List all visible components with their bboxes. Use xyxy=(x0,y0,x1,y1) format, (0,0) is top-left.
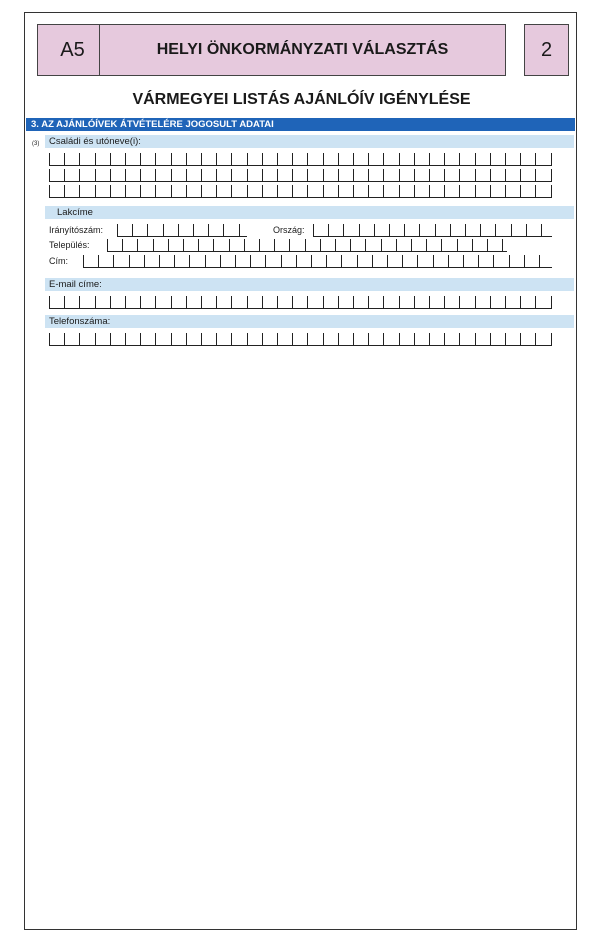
comb-tick xyxy=(475,169,476,181)
comb-tick xyxy=(262,169,263,181)
comb-tick xyxy=(186,153,187,165)
section-heading: 3. AZ AJÁNLÓÍVEK ÁTVÉTELÉRE JOGOSULT ADATAI xyxy=(26,118,575,131)
comb-tick xyxy=(49,185,50,197)
comb-tick xyxy=(520,296,521,308)
comb-tick xyxy=(480,224,481,236)
comb-tick xyxy=(551,333,552,345)
comb-tick xyxy=(475,333,476,345)
comb-tick xyxy=(520,185,521,197)
comb-tick xyxy=(490,185,491,197)
email-field[interactable] xyxy=(49,296,552,309)
comb-tick xyxy=(353,185,354,197)
comb-tick xyxy=(155,153,156,165)
comb-tick xyxy=(357,255,358,267)
comb-tick xyxy=(223,224,224,236)
comb-tick xyxy=(368,296,369,308)
comb-tick xyxy=(216,185,217,197)
comb-tick xyxy=(465,224,466,236)
comb-tick xyxy=(201,296,202,308)
comb-tick xyxy=(343,224,344,236)
comb-tick xyxy=(95,185,96,197)
comb-tick xyxy=(231,169,232,181)
comb-tick xyxy=(79,333,80,345)
comb-tick xyxy=(372,255,373,267)
comb-tick xyxy=(341,255,342,267)
comb-tick xyxy=(320,239,321,251)
comb-tick xyxy=(125,153,126,165)
comb-tick xyxy=(444,169,445,181)
comb-tick xyxy=(505,153,506,165)
comb-tick xyxy=(229,239,230,251)
comb-tick xyxy=(374,224,375,236)
comb-tick xyxy=(171,333,172,345)
comb-tick xyxy=(490,296,491,308)
comb-tick xyxy=(353,153,354,165)
comb-tick xyxy=(417,255,418,267)
comb-tick xyxy=(511,224,512,236)
comb-tick xyxy=(307,153,308,165)
comb-tick xyxy=(247,296,248,308)
comb-tick xyxy=(389,224,390,236)
comb-tick xyxy=(231,153,232,165)
comb-tick xyxy=(383,333,384,345)
comb-tick xyxy=(539,255,540,267)
comb-tick xyxy=(277,153,278,165)
name-row-3[interactable] xyxy=(49,185,552,198)
comb-tick xyxy=(159,255,160,267)
comb-tick xyxy=(338,169,339,181)
comb-tick xyxy=(307,185,308,197)
comb-tick xyxy=(79,169,80,181)
form-page xyxy=(24,12,577,930)
comb-tick xyxy=(95,169,96,181)
comb-tick xyxy=(399,185,400,197)
comb-tick xyxy=(338,153,339,165)
comb-tick xyxy=(419,224,420,236)
address-label-bar xyxy=(45,206,574,219)
comb-tick xyxy=(524,255,525,267)
comb-tick xyxy=(216,333,217,345)
comb-tick xyxy=(459,333,460,345)
comb-tick xyxy=(49,153,50,165)
comb-tick xyxy=(551,185,552,197)
phone-label: Telefonszáma: xyxy=(49,316,111,327)
comb-tick xyxy=(323,169,324,181)
street-field[interactable] xyxy=(83,255,552,268)
postcode-field[interactable] xyxy=(117,224,247,237)
comb-tick xyxy=(368,333,369,345)
comb-tick xyxy=(535,169,536,181)
comb-tick xyxy=(49,296,50,308)
comb-tick xyxy=(535,185,536,197)
comb-tick xyxy=(472,239,473,251)
comb-tick xyxy=(429,333,430,345)
comb-tick xyxy=(338,333,339,345)
comb-tick xyxy=(64,153,65,165)
comb-tick xyxy=(311,255,312,267)
comb-tick xyxy=(323,153,324,165)
comb-tick xyxy=(490,169,491,181)
comb-tick xyxy=(490,333,491,345)
comb-tick xyxy=(551,296,552,308)
comb-tick xyxy=(239,224,240,236)
country-label: Ország: xyxy=(273,225,305,235)
comb-tick xyxy=(231,296,232,308)
comb-tick xyxy=(201,169,202,181)
comb-tick xyxy=(551,169,552,181)
form-subtitle: VÁRMEGYEI LISTÁS AJÁNLÓÍV IGÉNYLÉSE xyxy=(132,91,471,108)
comb-tick xyxy=(414,169,415,181)
comb-tick xyxy=(110,185,111,197)
comb-tick xyxy=(129,255,130,267)
form-title: HELYI ÖNKORMÁNYZATI VÁLASZTÁS xyxy=(156,41,449,58)
comb-tick xyxy=(541,224,542,236)
comb-tick xyxy=(487,239,488,251)
comb-tick xyxy=(505,296,506,308)
comb-tick xyxy=(350,239,351,251)
page-number: 2 xyxy=(540,38,553,61)
comb-tick xyxy=(493,255,494,267)
comb-tick xyxy=(450,224,451,236)
comb-tick xyxy=(441,239,442,251)
name-label-bar xyxy=(45,135,574,148)
comb-tick xyxy=(399,169,400,181)
comb-tick xyxy=(262,153,263,165)
comb-tick xyxy=(396,239,397,251)
comb-tick xyxy=(326,255,327,267)
comb-tick xyxy=(429,169,430,181)
comb-tick xyxy=(448,255,449,267)
comb-tick xyxy=(383,185,384,197)
form-title-box xyxy=(99,24,506,76)
comb-tick xyxy=(292,169,293,181)
name-row-1[interactable] xyxy=(49,153,552,166)
comb-tick xyxy=(475,153,476,165)
comb-tick xyxy=(307,333,308,345)
comb-tick xyxy=(110,153,111,165)
comb-tick xyxy=(153,239,154,251)
comb-tick xyxy=(368,169,369,181)
comb-tick xyxy=(247,333,248,345)
comb-tick xyxy=(220,255,221,267)
comb-tick xyxy=(463,255,464,267)
comb-tick xyxy=(433,255,434,267)
comb-tick xyxy=(140,333,141,345)
comb-tick xyxy=(140,185,141,197)
comb-tick xyxy=(125,296,126,308)
comb-tick xyxy=(381,239,382,251)
name-label: Családi és utóneve(i): xyxy=(49,136,141,147)
comb-tick xyxy=(231,185,232,197)
comb-tick xyxy=(189,255,190,267)
comb-tick xyxy=(171,169,172,181)
comb-tick xyxy=(201,333,202,345)
comb-tick xyxy=(368,153,369,165)
comb-tick xyxy=(387,255,388,267)
comb-tick xyxy=(292,333,293,345)
comb-tick xyxy=(262,296,263,308)
comb-tick xyxy=(125,185,126,197)
comb-tick xyxy=(313,224,314,236)
comb-tick xyxy=(231,333,232,345)
comb-tick xyxy=(505,333,506,345)
comb-tick xyxy=(305,239,306,251)
comb-tick xyxy=(338,296,339,308)
comb-tick xyxy=(383,153,384,165)
comb-tick xyxy=(414,333,415,345)
comb-tick xyxy=(296,255,297,267)
comb-tick xyxy=(520,153,521,165)
comb-tick xyxy=(171,185,172,197)
comb-tick xyxy=(216,169,217,181)
comb-tick xyxy=(502,239,503,251)
comb-tick xyxy=(140,169,141,181)
comb-tick xyxy=(459,169,460,181)
comb-tick xyxy=(277,185,278,197)
street-label: Cím: xyxy=(49,256,68,266)
comb-tick xyxy=(411,239,412,251)
comb-tick xyxy=(132,224,133,236)
comb-tick xyxy=(83,255,84,267)
comb-tick xyxy=(475,296,476,308)
comb-tick xyxy=(414,153,415,165)
comb-tick xyxy=(178,224,179,236)
comb-tick xyxy=(505,169,506,181)
comb-tick xyxy=(250,255,251,267)
comb-tick xyxy=(79,296,80,308)
country-field[interactable] xyxy=(313,224,552,237)
page-number-box xyxy=(524,24,569,76)
comb-tick xyxy=(155,185,156,197)
comb-tick xyxy=(323,185,324,197)
comb-tick xyxy=(79,153,80,165)
comb-tick xyxy=(399,296,400,308)
comb-tick xyxy=(125,169,126,181)
comb-tick xyxy=(113,255,114,267)
comb-tick xyxy=(459,185,460,197)
settlement-field[interactable] xyxy=(107,239,507,252)
comb-tick xyxy=(125,333,126,345)
settlement-label: Település: xyxy=(49,240,90,250)
comb-tick xyxy=(353,333,354,345)
comb-tick xyxy=(535,333,536,345)
comb-tick xyxy=(216,296,217,308)
comb-tick xyxy=(186,185,187,197)
comb-tick xyxy=(335,239,336,251)
name-row-2[interactable] xyxy=(49,169,552,182)
comb-tick xyxy=(399,333,400,345)
email-label: E-mail címe: xyxy=(49,279,102,290)
comb-tick xyxy=(155,169,156,181)
phone-field[interactable] xyxy=(49,333,552,346)
comb-tick xyxy=(457,239,458,251)
comb-tick xyxy=(551,153,552,165)
comb-tick xyxy=(155,296,156,308)
comb-tick xyxy=(429,296,430,308)
comb-tick xyxy=(259,239,260,251)
comb-tick xyxy=(64,185,65,197)
comb-tick xyxy=(201,153,202,165)
comb-tick xyxy=(323,296,324,308)
comb-tick xyxy=(186,333,187,345)
comb-tick xyxy=(186,296,187,308)
comb-tick xyxy=(110,296,111,308)
comb-tick xyxy=(414,185,415,197)
comb-tick xyxy=(277,169,278,181)
comb-tick xyxy=(495,224,496,236)
comb-tick xyxy=(526,224,527,236)
comb-tick xyxy=(292,153,293,165)
comb-tick xyxy=(163,224,164,236)
comb-tick xyxy=(49,169,50,181)
comb-tick xyxy=(289,239,290,251)
comb-tick xyxy=(444,185,445,197)
comb-tick xyxy=(117,224,118,236)
comb-tick xyxy=(171,296,172,308)
comb-tick xyxy=(186,169,187,181)
form-code: A5 xyxy=(60,38,85,61)
comb-tick xyxy=(140,153,141,165)
comb-tick xyxy=(262,333,263,345)
comb-tick xyxy=(235,255,236,267)
comb-tick xyxy=(110,169,111,181)
comb-tick xyxy=(307,296,308,308)
comb-tick xyxy=(110,333,111,345)
comb-tick xyxy=(247,169,248,181)
comb-tick xyxy=(95,333,96,345)
comb-tick xyxy=(338,185,339,197)
comb-tick xyxy=(147,224,148,236)
comb-tick xyxy=(414,296,415,308)
comb-tick xyxy=(475,185,476,197)
postcode-label: Irányítószám: xyxy=(49,225,104,235)
form-code-box xyxy=(37,24,108,76)
comb-tick xyxy=(444,153,445,165)
comb-tick xyxy=(277,296,278,308)
comb-tick xyxy=(49,333,50,345)
comb-tick xyxy=(505,185,506,197)
comb-tick xyxy=(277,333,278,345)
comb-tick xyxy=(478,255,479,267)
comb-tick xyxy=(193,224,194,236)
comb-tick xyxy=(168,239,169,251)
comb-tick xyxy=(426,239,427,251)
comb-tick xyxy=(353,296,354,308)
comb-tick xyxy=(247,185,248,197)
comb-tick xyxy=(198,239,199,251)
comb-tick xyxy=(459,153,460,165)
comb-tick xyxy=(208,224,209,236)
comb-tick xyxy=(122,239,123,251)
comb-tick xyxy=(520,169,521,181)
comb-tick xyxy=(140,296,141,308)
comb-tick xyxy=(144,255,145,267)
comb-tick xyxy=(274,239,275,251)
comb-tick xyxy=(205,255,206,267)
comb-tick xyxy=(307,169,308,181)
comb-tick xyxy=(368,185,369,197)
comb-tick xyxy=(383,169,384,181)
comb-tick xyxy=(383,296,384,308)
comb-tick xyxy=(244,239,245,251)
comb-tick xyxy=(262,185,263,197)
comb-tick xyxy=(399,153,400,165)
comb-tick xyxy=(435,224,436,236)
comb-tick xyxy=(98,255,99,267)
comb-tick xyxy=(429,185,430,197)
comb-tick xyxy=(328,224,329,236)
comb-tick xyxy=(353,169,354,181)
comb-tick xyxy=(359,224,360,236)
comb-tick xyxy=(444,296,445,308)
comb-tick xyxy=(365,239,366,251)
comb-tick xyxy=(213,239,214,251)
comb-tick xyxy=(183,239,184,251)
comb-tick xyxy=(490,153,491,165)
comb-tick xyxy=(171,153,172,165)
email-label-bar xyxy=(45,278,574,291)
note-marker: (3) xyxy=(32,141,40,147)
comb-tick xyxy=(64,333,65,345)
comb-tick xyxy=(404,224,405,236)
comb-tick xyxy=(444,333,445,345)
address-label: Lakcíme xyxy=(57,207,93,218)
comb-tick xyxy=(137,239,138,251)
comb-tick xyxy=(459,296,460,308)
comb-tick xyxy=(107,239,108,251)
comb-tick xyxy=(64,169,65,181)
comb-tick xyxy=(201,185,202,197)
comb-tick xyxy=(402,255,403,267)
comb-tick xyxy=(247,153,248,165)
comb-tick xyxy=(520,333,521,345)
comb-tick xyxy=(292,185,293,197)
comb-tick xyxy=(535,296,536,308)
phone-label-bar xyxy=(45,315,574,328)
comb-tick xyxy=(535,153,536,165)
comb-tick xyxy=(95,296,96,308)
comb-tick xyxy=(64,296,65,308)
comb-tick xyxy=(509,255,510,267)
comb-tick xyxy=(292,296,293,308)
comb-tick xyxy=(174,255,175,267)
comb-tick xyxy=(429,153,430,165)
comb-tick xyxy=(216,153,217,165)
comb-tick xyxy=(323,333,324,345)
comb-tick xyxy=(79,185,80,197)
comb-tick xyxy=(281,255,282,267)
comb-tick xyxy=(95,153,96,165)
comb-tick xyxy=(155,333,156,345)
comb-tick xyxy=(265,255,266,267)
